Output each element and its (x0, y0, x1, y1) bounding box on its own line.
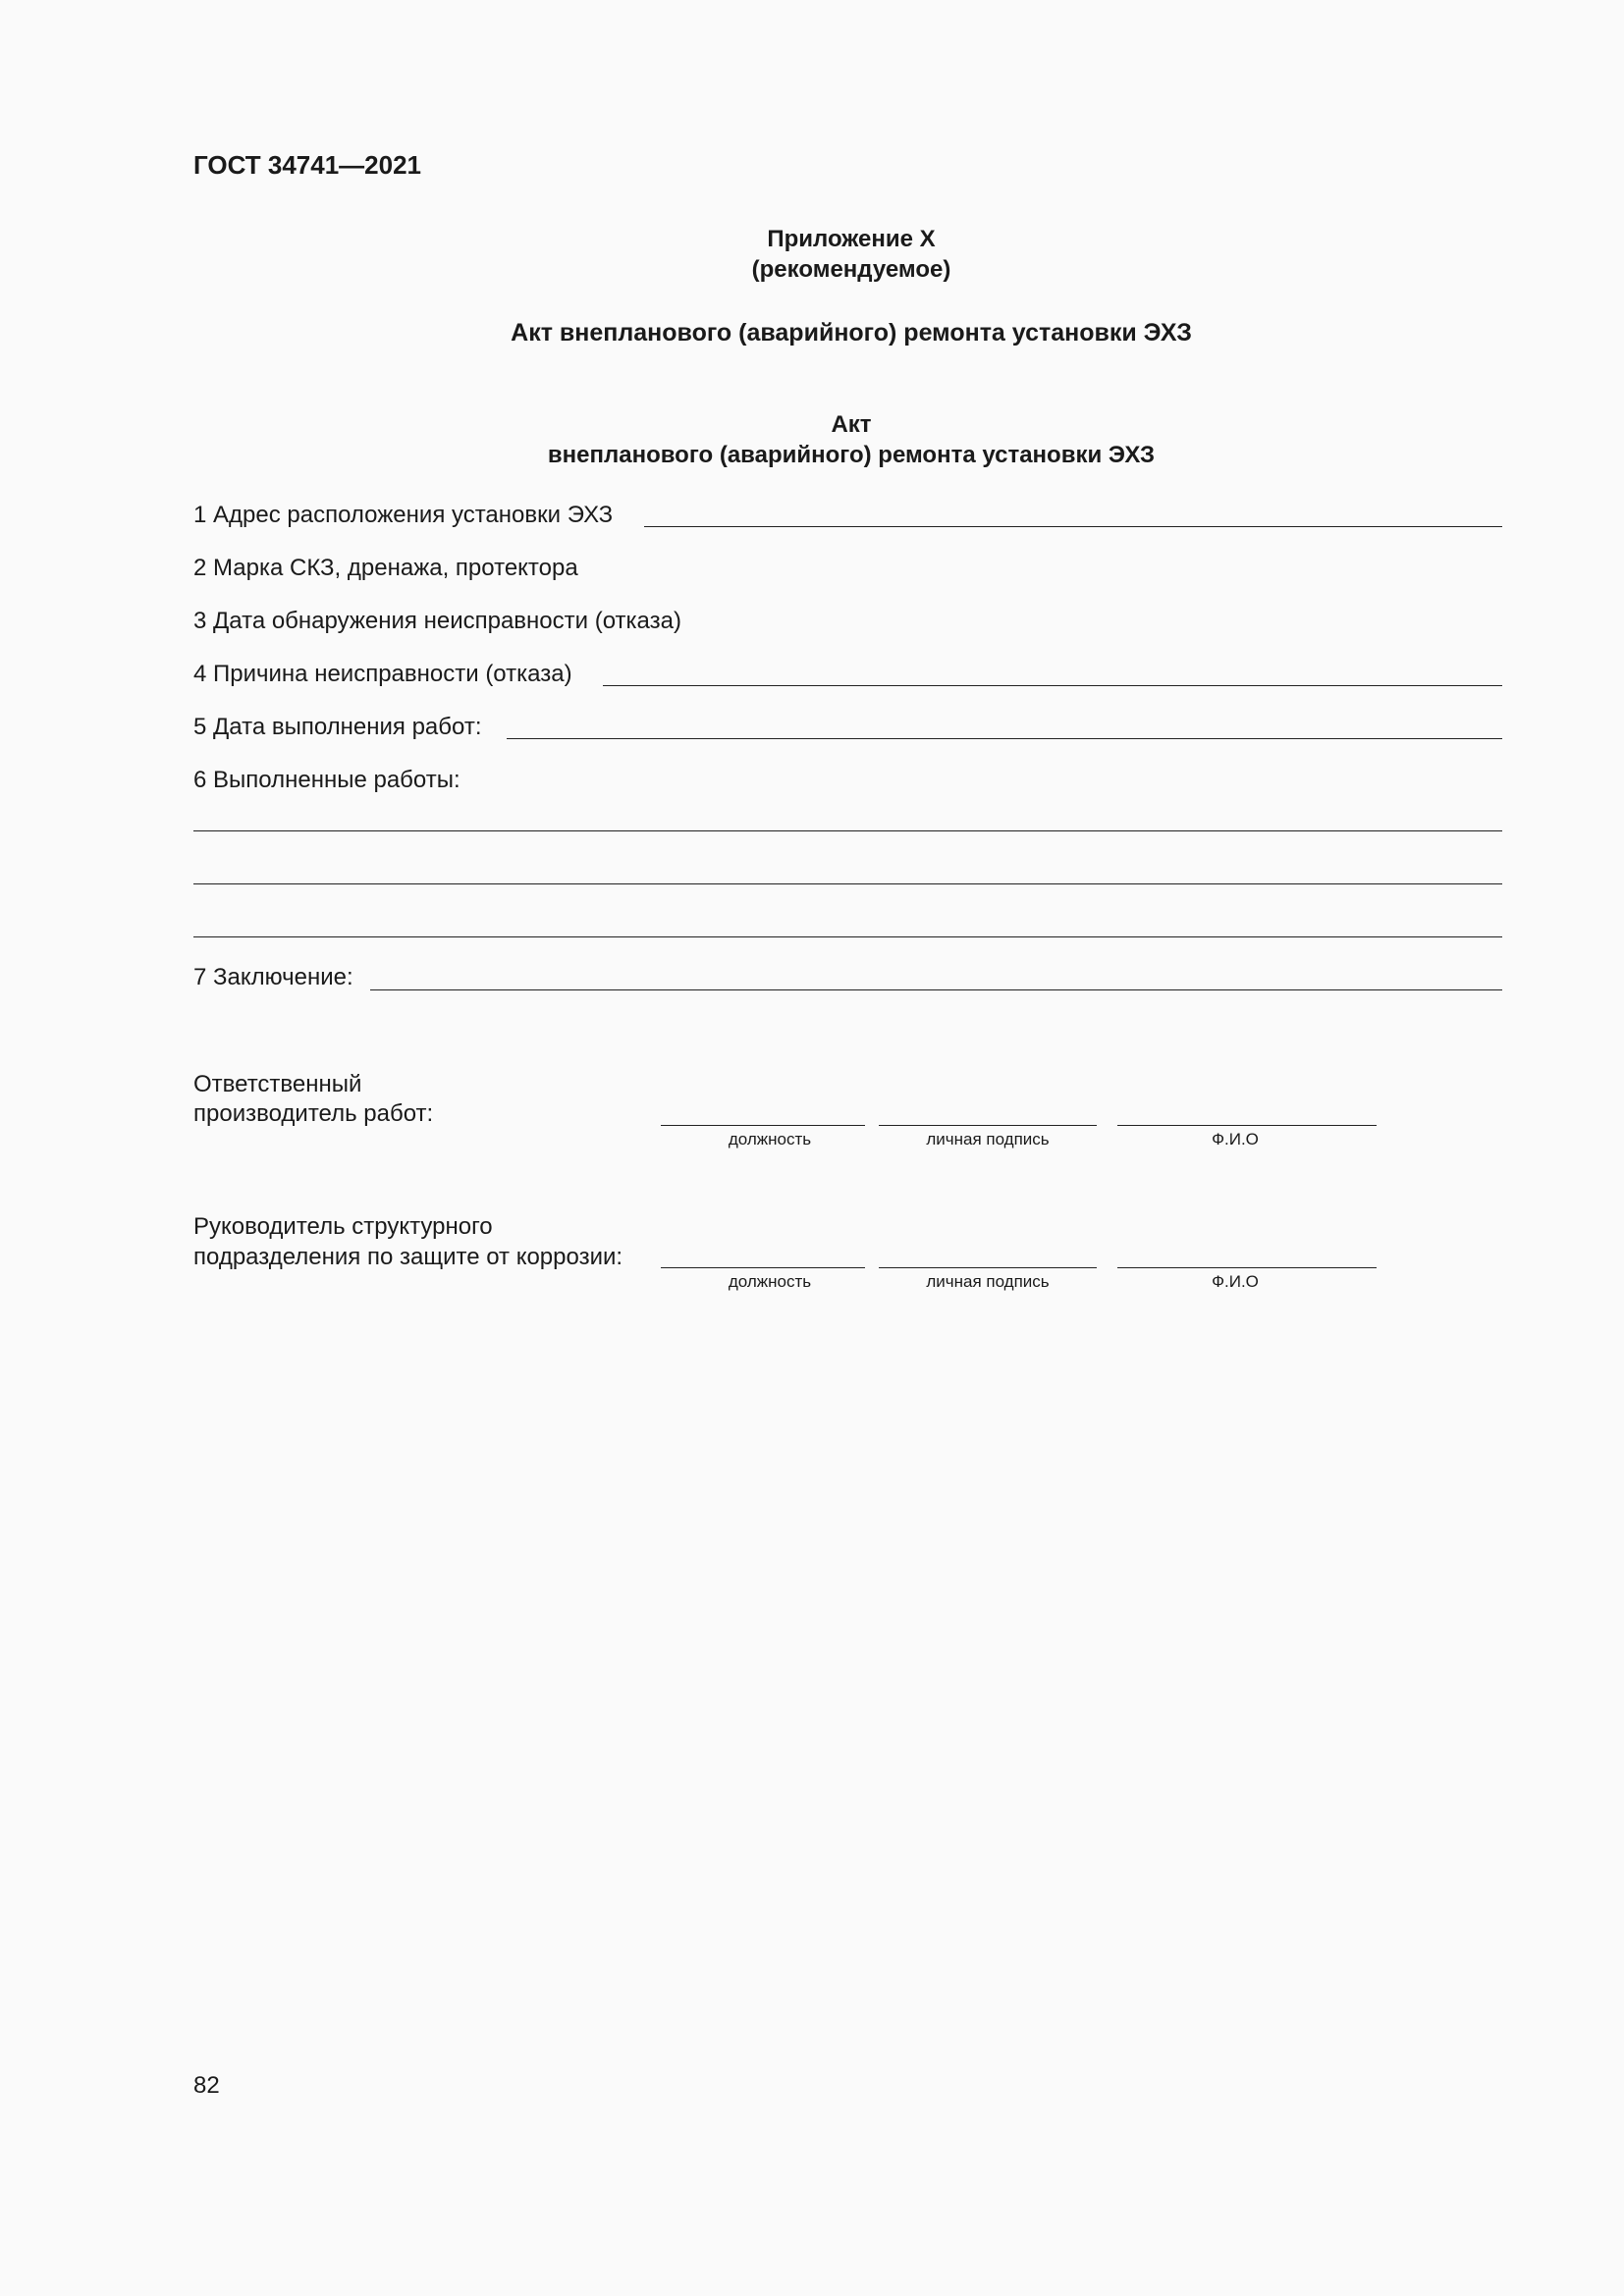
item-work-date: 5 Дата выполнения работ: (193, 714, 482, 740)
form-title-line2: внепланового (аварийного) ремонта установки ЭХЗ (547, 442, 1156, 468)
item-work-done: 6 Выполненные работы: (193, 767, 460, 793)
signer2-role-line1: Руководитель структурного (193, 1213, 493, 1240)
signer2-signature-line (879, 1267, 1097, 1268)
signer2-signature-caption: личная подпись (926, 1272, 1050, 1291)
work-done-line-1 (193, 830, 1502, 831)
signer1-name-line (1117, 1125, 1377, 1126)
signer1-role-line2: производитель работ: (193, 1100, 434, 1127)
appendix-status: (рекомендуемое) (751, 256, 951, 283)
signer2-position-line (661, 1267, 865, 1268)
work-done-line-2 (193, 883, 1502, 884)
document-title: Акт внепланового (аварийного) ремонта установки ЭХЗ (511, 319, 1192, 347)
item-conclusion: 7 Заключение: (193, 964, 353, 990)
signer1-role-line1: Ответственный (193, 1071, 362, 1097)
item-address: 1 Адрес расположения установки ЭХЗ (193, 502, 614, 528)
work-done-line-3 (193, 936, 1502, 937)
item-brand: 2 Марка СКЗ, дренажа, протектора (193, 555, 578, 581)
signer1-name-caption: Ф.И.О (1212, 1130, 1259, 1148)
signer2-role-line2: подразделения по защите от коррозии: (193, 1244, 623, 1270)
standard-header: ГОСТ 34741—2021 (193, 150, 421, 180)
appendix-title: Приложение Х (767, 226, 936, 252)
page-number: 82 (193, 2072, 220, 2099)
signer2-position-caption: должность (728, 1272, 812, 1291)
signer1-position-caption: должность (728, 1130, 812, 1148)
signer2-name-caption: Ф.И.О (1212, 1272, 1259, 1291)
work-date-field-line (507, 738, 1502, 739)
conclusion-field-line (370, 989, 1502, 990)
signer1-signature-line (879, 1125, 1097, 1126)
form-title-line1: Акт (831, 411, 872, 438)
address-field-line (644, 526, 1502, 527)
item-detection-date: 3 Дата обнаружения неисправности (отказа) (193, 608, 681, 634)
signer2-name-line (1117, 1267, 1377, 1268)
signer1-signature-caption: личная подпись (926, 1130, 1050, 1148)
item-cause: 4 Причина неисправности (отказа) (193, 661, 572, 687)
signer1-position-line (661, 1125, 865, 1126)
cause-field-line (603, 685, 1502, 686)
